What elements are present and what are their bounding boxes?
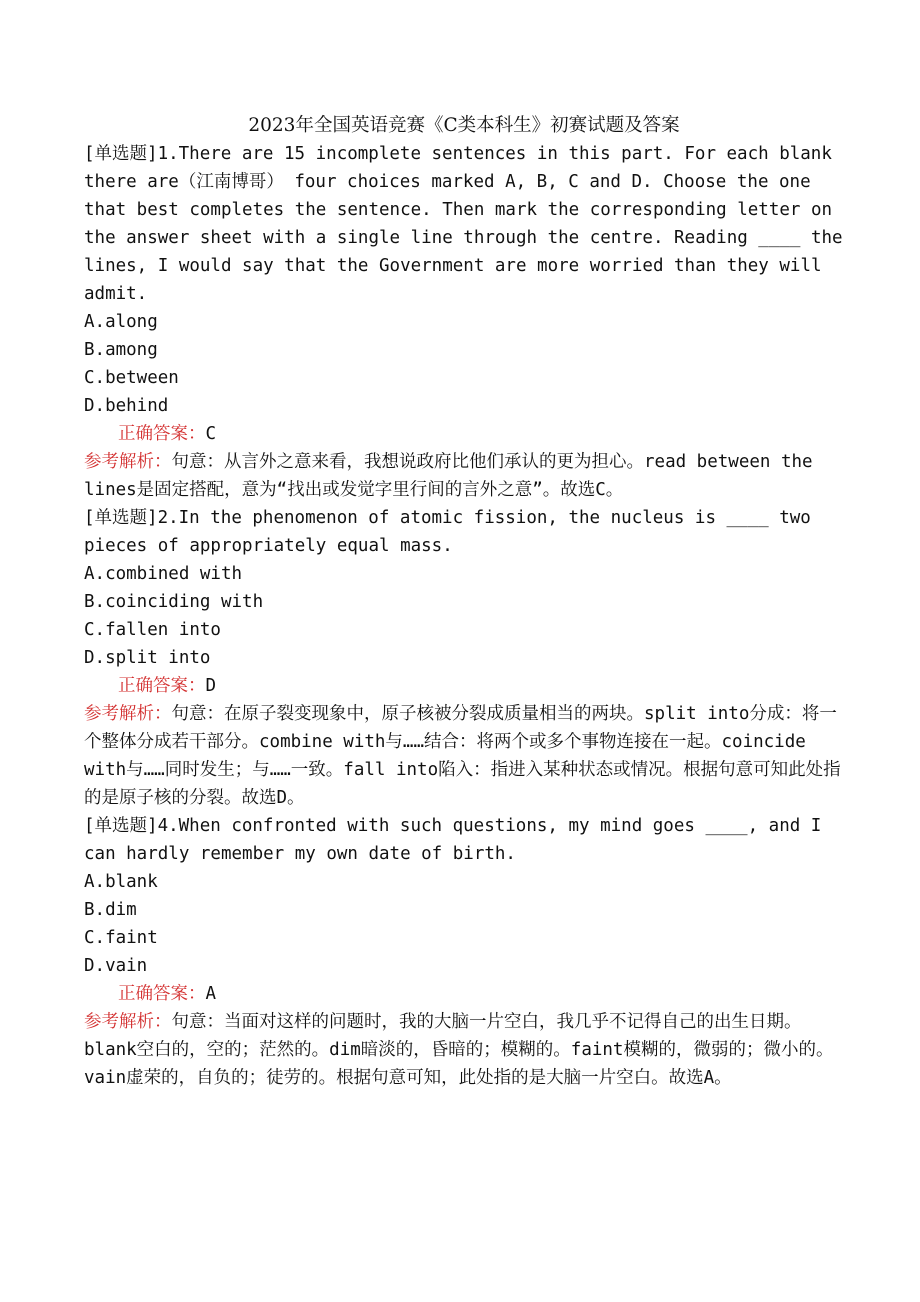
question-text: 1.There are 15 incomplete sentences in this part. For each blank there are（江南博哥） four choices marked A, B, C and D. Choose the one that best completes the sentence. Then mark the corresponding letter on the answer sheet with a single line through the centre. Reading ____ the lines, I would say that the Government are more worried than they will admit. bbox=[84, 144, 854, 304]
answer-label: 正确答案： bbox=[118, 984, 206, 1004]
option-d: D.vain bbox=[84, 956, 148, 976]
question-stem bbox=[84, 504, 844, 560]
option-b: B.coinciding with bbox=[84, 592, 264, 612]
answer-label: 正确答案： bbox=[118, 424, 206, 444]
document-title: 2023年全国英语竞赛《C类本科生》初赛试题及答案 bbox=[248, 115, 680, 136]
analysis bbox=[84, 1008, 844, 1092]
question-type: [单选题] bbox=[84, 508, 158, 528]
option-c: C.faint bbox=[84, 928, 158, 948]
option-b: B.among bbox=[84, 340, 158, 360]
option-d: D.behind bbox=[84, 396, 169, 416]
option-b: B.dim bbox=[84, 900, 137, 920]
question-4 bbox=[84, 812, 844, 1092]
answer-label: 正确答案： bbox=[118, 676, 206, 696]
analysis-label: 参考解析： bbox=[84, 704, 172, 724]
answer-value: D bbox=[205, 676, 217, 696]
question-stem bbox=[84, 812, 844, 868]
question-text: 4.When confronted with such questions, my mind goes ____, and I can hardly remember my own date of birth. bbox=[84, 816, 832, 864]
option-a: A.along bbox=[84, 312, 158, 332]
answer-value: C bbox=[205, 424, 217, 444]
question-1 bbox=[84, 140, 854, 504]
analysis-label: 参考解析： bbox=[84, 452, 172, 472]
option-a: A.combined with bbox=[84, 564, 243, 584]
analysis bbox=[84, 448, 844, 504]
analysis bbox=[84, 700, 844, 812]
question-text: 2.In the phenomenon of atomic fission, the nucleus is ____ two pieces of appropriately equal mass. bbox=[84, 508, 822, 556]
option-a: A.blank bbox=[84, 872, 158, 892]
analysis-text: 句意：当面对这样的问题时，我的大脑一片空白，我几乎不记得自己的出生日期。blank空白的，空的；茫然的。dim暗淡的，昏暗的；模糊的。faint模糊的，微弱的；微小的。vain虚荣的，自负的；徒劳的。根据句意可知，此处指的是大脑一片空白。故选A。 bbox=[84, 1012, 834, 1088]
option-c: C.between bbox=[84, 368, 179, 388]
question-2 bbox=[84, 504, 844, 812]
analysis-text: 句意：在原子裂变现象中，原子核被分裂成质量相当的两块。split into分成：将一个整体分成若干部分。combine with与……结合：将两个或多个事物连接在一起。coincide with与……同时发生；与……一致。fall into陷入：指进入某种状态或情况。根据句意可知此处指的是原子核的分裂。故选D。 bbox=[84, 704, 841, 808]
correct-answer bbox=[84, 672, 844, 700]
question-type: [单选题] bbox=[84, 816, 158, 836]
correct-answer bbox=[84, 980, 844, 1008]
document-page bbox=[84, 112, 854, 1092]
analysis-text: 句意：从言外之意来看，我想说政府比他们承认的更为担心。read between the lines是固定搭配，意为“找出或发觉字里行间的言外之意”。故选C。 bbox=[84, 452, 824, 500]
answer-value: A bbox=[205, 984, 217, 1004]
option-d: D.split into bbox=[84, 648, 211, 668]
option-c: C.fallen into bbox=[84, 620, 221, 640]
question-stem bbox=[84, 140, 854, 308]
correct-answer bbox=[84, 420, 844, 448]
analysis-label: 参考解析： bbox=[84, 1012, 172, 1032]
question-type: [单选题] bbox=[84, 144, 158, 164]
